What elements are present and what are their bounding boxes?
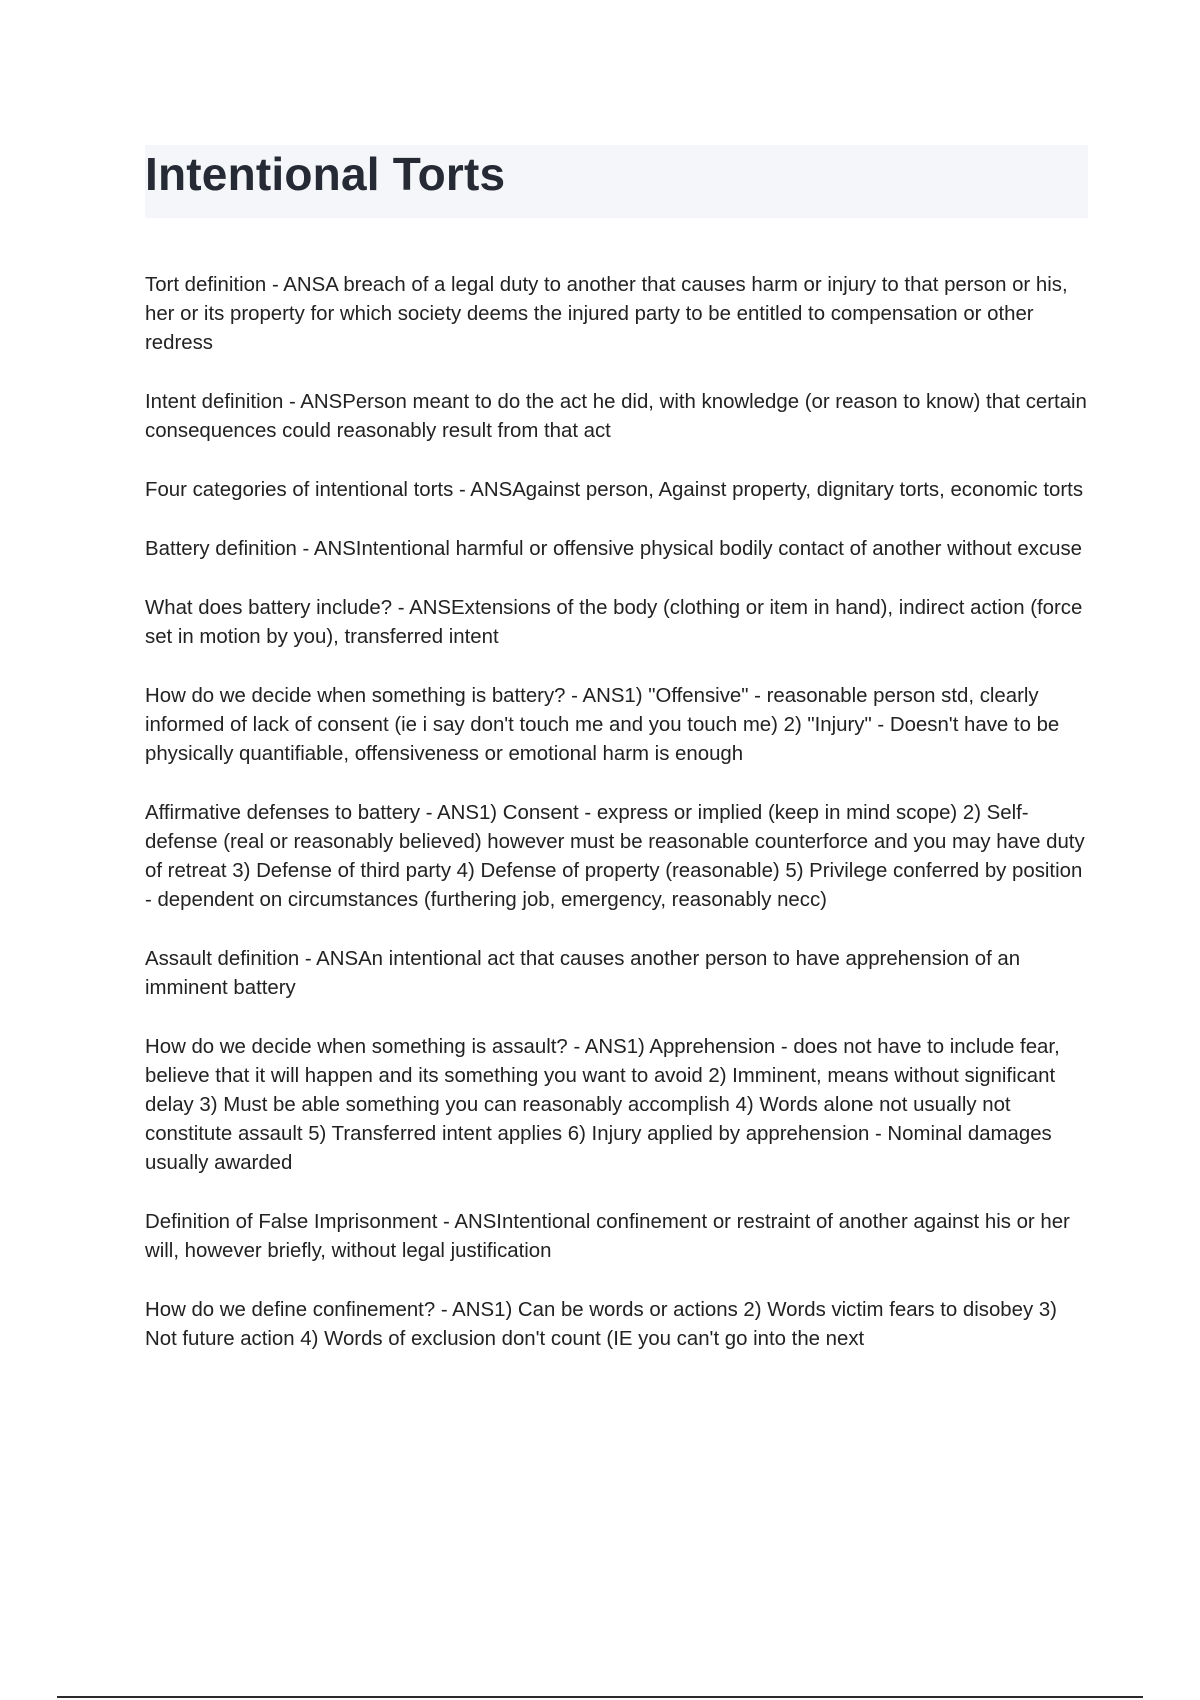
qa-entry-battery-defenses: Affirmative defenses to battery - ANS1) Consent - express or implied (keep in mind scope) 2) Self-defense (real or reasonably believed) however must be reasonable counterforce and you may have duty of retreat 3) Defense of third party 4) Defense of property (reasonable) 5) Privilege conferred by position - dependent on circumstances (furthering job, emergency, reasonably necc) [145, 802, 1085, 911]
qa-entry-assault-definition: Assault definition - ANSAn intentional act that causes another person to have apprehension of an imminent battery [145, 948, 1021, 999]
qa-entry-battery-decision: How do we decide when something is battery? - ANS1) "Offensive" - reasonable person std, clearly informed of lack of consent (ie i say don't touch me and you touch me) 2) "Injury" - Doesn't have to be physically quantifiable, offensiveness or emotional harm is enough [145, 685, 1060, 765]
qa-entry-intent-definition: Intent definition - ANSPerson meant to do the act he did, with knowledge (or reason to know) that certain consequences could reasonably result from that act [145, 391, 1087, 442]
qa-entry-battery-definition: Battery definition - ANSIntentional harmful or offensive physical bodily contact of another without excuse [145, 538, 1082, 560]
qa-entry-battery-includes: What does battery include? - ANSExtensions of the body (clothing or item in hand), indirect action (force set in motion by you), transferred intent [145, 597, 1083, 648]
footer-divider [57, 1696, 1143, 1698]
qa-entry-tort-definition: Tort definition - ANSA breach of a legal duty to another that causes harm or injury to that person or his, her or its property for which society deems the injured party to be entitled to compensation or other redress [145, 274, 1068, 354]
qa-entry-false-imprisonment: Definition of False Imprisonment - ANSIntentional confinement or restraint of another against his or her will, however briefly, without legal justification [145, 1211, 1070, 1262]
qa-entry-assault-decision: How do we decide when something is assault? - ANS1) Apprehension - does not have to include fear, believe that it will happen and its something you want to avoid 2) Imminent, means without significant delay 3) Must be able something you can reasonably accomplish 4) Words alone not usually not constitute assault 5) Transferred intent applies 6) Injury applied by apprehension - Nominal damages usually awarded [145, 1036, 1060, 1174]
page-title: Intentional Torts [145, 148, 506, 200]
qa-entry-confinement: How do we define confinement? - ANS1) Can be words or actions 2) Words victim fears to disobey 3) Not future action 4) Words of exclusion don't count (IE you can't go into the next [145, 1299, 1057, 1350]
qa-list [145, 271, 1090, 1384]
qa-entry-four-categories: Four categories of intentional torts - ANSAgainst person, Against property, dignitary torts, economic torts [145, 479, 1084, 501]
